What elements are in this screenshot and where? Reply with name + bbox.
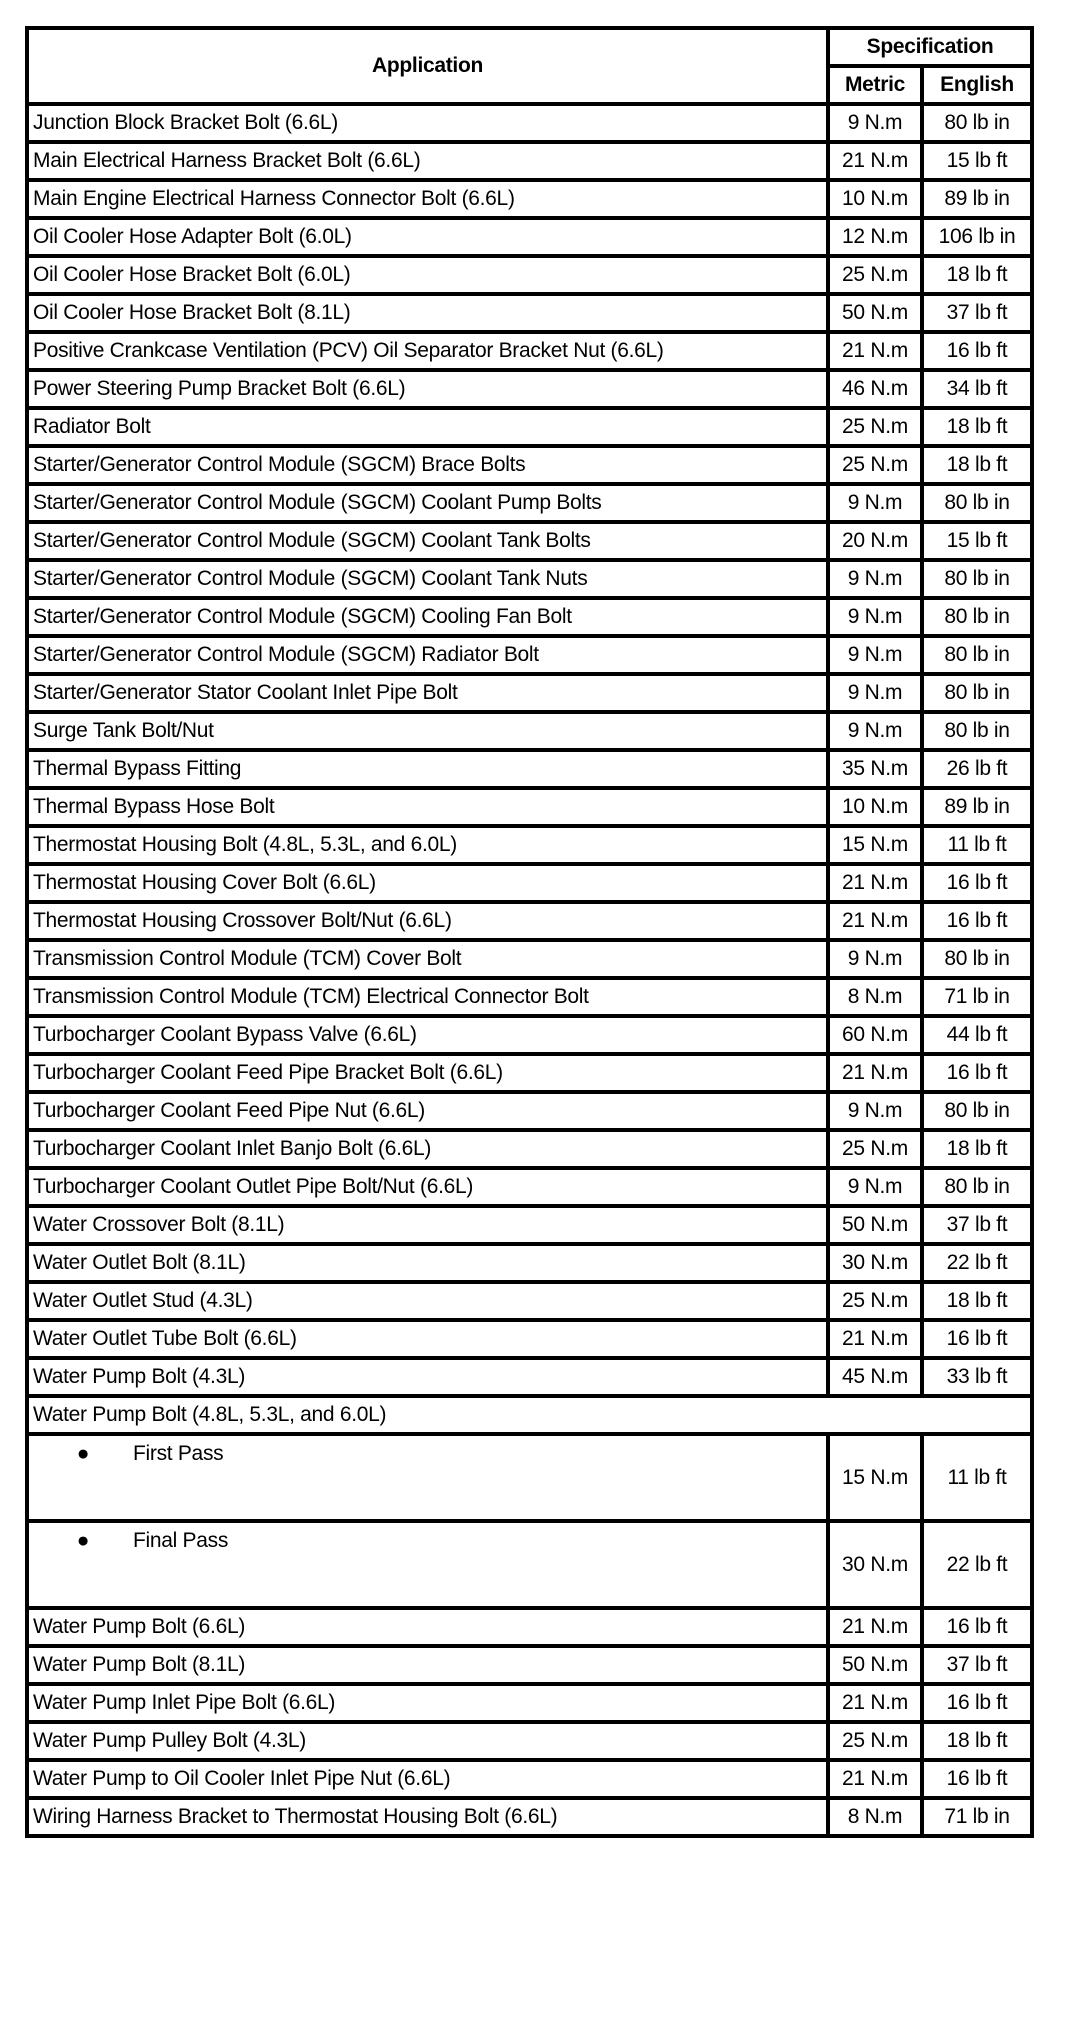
metric-cell: 21 N.m xyxy=(828,142,922,180)
metric-cell: 9 N.m xyxy=(828,940,922,978)
table-row xyxy=(27,1434,1032,1521)
table-row xyxy=(27,826,1032,864)
metric-cell: 21 N.m xyxy=(828,864,922,902)
application-cell: Junction Block Bracket Bolt (6.6L) xyxy=(27,104,828,142)
table-row xyxy=(27,1016,1032,1054)
sub-step-label: First Pass xyxy=(133,1442,224,1465)
english-cell: 80 lb in xyxy=(922,1092,1032,1130)
metric-cell: 20 N.m xyxy=(828,522,922,560)
english-cell: 80 lb in xyxy=(922,1168,1032,1206)
english-cell: 16 lb ft xyxy=(922,902,1032,940)
table-row xyxy=(27,1798,1032,1836)
table-row xyxy=(27,142,1032,180)
english-cell: 80 lb in xyxy=(922,104,1032,142)
english-cell: 11 lb ft xyxy=(922,1434,1032,1521)
metric-cell: 30 N.m xyxy=(828,1244,922,1282)
metric-cell: 45 N.m xyxy=(828,1358,922,1396)
application-cell: Positive Crankcase Ventilation (PCV) Oil Separator Bracket Nut (6.6L) xyxy=(27,332,828,370)
torque-specification-table xyxy=(25,26,1034,1838)
table-row xyxy=(27,1168,1032,1206)
application-cell: Water Pump Bolt (6.6L) xyxy=(27,1608,828,1646)
english-cell: 80 lb in xyxy=(922,560,1032,598)
metric-cell: 15 N.m xyxy=(828,1434,922,1521)
english-cell: 80 lb in xyxy=(922,598,1032,636)
table-row xyxy=(27,598,1032,636)
table-row xyxy=(27,902,1032,940)
metric-cell: 12 N.m xyxy=(828,218,922,256)
table-row xyxy=(27,1358,1032,1396)
application-cell: Water Pump Inlet Pipe Bolt (6.6L) xyxy=(27,1684,828,1722)
metric-cell: 21 N.m xyxy=(828,1760,922,1798)
application-cell: Starter/Generator Control Module (SGCM) Radiator Bolt xyxy=(27,636,828,674)
table-row xyxy=(27,940,1032,978)
application-cell: Wiring Harness Bracket to Thermostat Housing Bolt (6.6L) xyxy=(27,1798,828,1836)
metric-cell: 30 N.m xyxy=(828,1521,922,1608)
application-cell: Main Electrical Harness Bracket Bolt (6.6L) xyxy=(27,142,828,180)
application-cell xyxy=(27,1434,828,1521)
english-cell: 80 lb in xyxy=(922,674,1032,712)
header-specification: Specification xyxy=(828,28,1032,66)
metric-cell: 50 N.m xyxy=(828,1646,922,1684)
english-cell: 106 lb in xyxy=(922,218,1032,256)
bullet-icon: ● xyxy=(76,1442,90,1465)
english-cell: 37 lb ft xyxy=(922,294,1032,332)
table-row xyxy=(27,978,1032,1016)
table-row xyxy=(27,446,1032,484)
table-row xyxy=(27,180,1032,218)
english-cell: 80 lb in xyxy=(922,484,1032,522)
metric-cell: 9 N.m xyxy=(828,104,922,142)
table-row xyxy=(27,1130,1032,1168)
metric-cell: 9 N.m xyxy=(828,560,922,598)
header-english: English xyxy=(922,66,1032,104)
application-cell: Starter/Generator Stator Coolant Inlet Pipe Bolt xyxy=(27,674,828,712)
application-cell: Transmission Control Module (TCM) Electrical Connector Bolt xyxy=(27,978,828,1016)
table-row xyxy=(27,332,1032,370)
application-cell: Turbocharger Coolant Feed Pipe Nut (6.6L) xyxy=(27,1092,828,1130)
application-cell: Turbocharger Coolant Feed Pipe Bracket Bolt (6.6L) xyxy=(27,1054,828,1092)
english-cell: 44 lb ft xyxy=(922,1016,1032,1054)
table-row xyxy=(27,674,1032,712)
metric-cell: 21 N.m xyxy=(828,332,922,370)
english-cell: 18 lb ft xyxy=(922,1282,1032,1320)
header-application: Application xyxy=(27,28,828,104)
english-cell: 22 lb ft xyxy=(922,1521,1032,1608)
english-cell: 16 lb ft xyxy=(922,1608,1032,1646)
application-cell: Turbocharger Coolant Inlet Banjo Bolt (6.6L) xyxy=(27,1130,828,1168)
english-cell: 89 lb in xyxy=(922,180,1032,218)
metric-cell: 9 N.m xyxy=(828,1168,922,1206)
application-cell: Turbocharger Coolant Outlet Pipe Bolt/Nut (6.6L) xyxy=(27,1168,828,1206)
application-cell xyxy=(27,1521,828,1608)
english-cell: 34 lb ft xyxy=(922,370,1032,408)
english-cell: 22 lb ft xyxy=(922,1244,1032,1282)
application-cell: Water Outlet Stud (4.3L) xyxy=(27,1282,828,1320)
table-row xyxy=(27,1092,1032,1130)
english-cell: 16 lb ft xyxy=(922,864,1032,902)
table-row xyxy=(27,1244,1032,1282)
metric-cell: 10 N.m xyxy=(828,180,922,218)
english-cell: 16 lb ft xyxy=(922,1054,1032,1092)
table-row xyxy=(27,104,1032,142)
metric-cell: 15 N.m xyxy=(828,826,922,864)
table-row xyxy=(27,484,1032,522)
sub-step-label: Final Pass xyxy=(133,1529,229,1552)
application-cell: Water Outlet Bolt (8.1L) xyxy=(27,1244,828,1282)
metric-cell: 25 N.m xyxy=(828,446,922,484)
application-cell: Oil Cooler Hose Bracket Bolt (8.1L) xyxy=(27,294,828,332)
application-cell: Water Pump Bolt (4.8L, 5.3L, and 6.0L) xyxy=(27,1396,1032,1434)
application-cell: Starter/Generator Control Module (SGCM) Coolant Tank Nuts xyxy=(27,560,828,598)
application-cell: Starter/Generator Control Module (SGCM) Coolant Pump Bolts xyxy=(27,484,828,522)
application-cell: Water Pump Bolt (8.1L) xyxy=(27,1646,828,1684)
table-row xyxy=(27,1521,1032,1608)
metric-cell: 9 N.m xyxy=(828,674,922,712)
application-cell: Radiator Bolt xyxy=(27,408,828,446)
english-cell: 15 lb ft xyxy=(922,522,1032,560)
application-cell: Thermostat Housing Bolt (4.8L, 5.3L, and 6.0L) xyxy=(27,826,828,864)
english-cell: 16 lb ft xyxy=(922,1684,1032,1722)
metric-cell: 9 N.m xyxy=(828,484,922,522)
english-cell: 80 lb in xyxy=(922,712,1032,750)
table-row xyxy=(27,1320,1032,1358)
table-row xyxy=(27,1646,1032,1684)
metric-cell: 9 N.m xyxy=(828,712,922,750)
metric-cell: 8 N.m xyxy=(828,1798,922,1836)
application-cell: Surge Tank Bolt/Nut xyxy=(27,712,828,750)
table-row xyxy=(27,218,1032,256)
table-row xyxy=(27,1722,1032,1760)
metric-cell: 21 N.m xyxy=(828,1608,922,1646)
metric-cell: 50 N.m xyxy=(828,1206,922,1244)
english-cell: 16 lb ft xyxy=(922,1320,1032,1358)
table-row xyxy=(27,256,1032,294)
table-row xyxy=(27,522,1032,560)
application-cell: Starter/Generator Control Module (SGCM) Cooling Fan Bolt xyxy=(27,598,828,636)
metric-cell: 60 N.m xyxy=(828,1016,922,1054)
application-cell: Oil Cooler Hose Adapter Bolt (6.0L) xyxy=(27,218,828,256)
english-cell: 18 lb ft xyxy=(922,256,1032,294)
metric-cell: 25 N.m xyxy=(828,1282,922,1320)
table-row xyxy=(27,560,1032,598)
english-cell: 33 lb ft xyxy=(922,1358,1032,1396)
metric-cell: 21 N.m xyxy=(828,902,922,940)
table-row xyxy=(27,1396,1032,1434)
english-cell: 11 lb ft xyxy=(922,826,1032,864)
table-row xyxy=(27,750,1032,788)
english-cell: 37 lb ft xyxy=(922,1646,1032,1684)
english-cell: 80 lb in xyxy=(922,636,1032,674)
table-row xyxy=(27,1684,1032,1722)
metric-cell: 21 N.m xyxy=(828,1054,922,1092)
application-cell: Water Pump to Oil Cooler Inlet Pipe Nut (6.6L) xyxy=(27,1760,828,1798)
english-cell: 18 lb ft xyxy=(922,1130,1032,1168)
table-row xyxy=(27,1206,1032,1244)
application-cell: Starter/Generator Control Module (SGCM) Coolant Tank Bolts xyxy=(27,522,828,560)
metric-cell: 9 N.m xyxy=(828,636,922,674)
header-metric: Metric xyxy=(828,66,922,104)
english-cell: 80 lb in xyxy=(922,940,1032,978)
metric-cell: 35 N.m xyxy=(828,750,922,788)
english-cell: 16 lb ft xyxy=(922,332,1032,370)
english-cell: 71 lb in xyxy=(922,978,1032,1016)
metric-cell: 25 N.m xyxy=(828,408,922,446)
table-row xyxy=(27,1608,1032,1646)
english-cell: 16 lb ft xyxy=(922,1760,1032,1798)
application-cell: Transmission Control Module (TCM) Cover Bolt xyxy=(27,940,828,978)
table-row xyxy=(27,294,1032,332)
bullet-icon: ● xyxy=(76,1529,90,1552)
application-cell: Power Steering Pump Bracket Bolt (6.6L) xyxy=(27,370,828,408)
metric-cell: 9 N.m xyxy=(828,1092,922,1130)
english-cell: 71 lb in xyxy=(922,1798,1032,1836)
application-cell: Starter/Generator Control Module (SGCM) Brace Bolts xyxy=(27,446,828,484)
application-cell: Water Outlet Tube Bolt (6.6L) xyxy=(27,1320,828,1358)
metric-cell: 46 N.m xyxy=(828,370,922,408)
application-cell: Oil Cooler Hose Bracket Bolt (6.0L) xyxy=(27,256,828,294)
table-row xyxy=(27,636,1032,674)
english-cell: 89 lb in xyxy=(922,788,1032,826)
metric-cell: 25 N.m xyxy=(828,256,922,294)
metric-cell: 8 N.m xyxy=(828,978,922,1016)
english-cell: 15 lb ft xyxy=(922,142,1032,180)
table-row xyxy=(27,408,1032,446)
table-row xyxy=(27,712,1032,750)
application-cell: Thermal Bypass Fitting xyxy=(27,750,828,788)
application-cell: Thermostat Housing Cover Bolt (6.6L) xyxy=(27,864,828,902)
table-row xyxy=(27,864,1032,902)
application-cell: Thermal Bypass Hose Bolt xyxy=(27,788,828,826)
english-cell: 18 lb ft xyxy=(922,446,1032,484)
table-row xyxy=(27,370,1032,408)
application-cell: Turbocharger Coolant Bypass Valve (6.6L) xyxy=(27,1016,828,1054)
table-row xyxy=(27,1760,1032,1798)
metric-cell: 50 N.m xyxy=(828,294,922,332)
english-cell: 26 lb ft xyxy=(922,750,1032,788)
table-row xyxy=(27,1282,1032,1320)
english-cell: 37 lb ft xyxy=(922,1206,1032,1244)
metric-cell: 21 N.m xyxy=(828,1320,922,1358)
english-cell: 18 lb ft xyxy=(922,408,1032,446)
table-row xyxy=(27,1054,1032,1092)
application-cell: Water Pump Pulley Bolt (4.3L) xyxy=(27,1722,828,1760)
metric-cell: 9 N.m xyxy=(828,598,922,636)
application-cell: Thermostat Housing Crossover Bolt/Nut (6.6L) xyxy=(27,902,828,940)
english-cell: 18 lb ft xyxy=(922,1722,1032,1760)
application-cell: Main Engine Electrical Harness Connector Bolt (6.6L) xyxy=(27,180,828,218)
table-row xyxy=(27,788,1032,826)
application-cell: Water Pump Bolt (4.3L) xyxy=(27,1358,828,1396)
metric-cell: 25 N.m xyxy=(828,1130,922,1168)
application-cell: Water Crossover Bolt (8.1L) xyxy=(27,1206,828,1244)
metric-cell: 10 N.m xyxy=(828,788,922,826)
metric-cell: 21 N.m xyxy=(828,1684,922,1722)
metric-cell: 25 N.m xyxy=(828,1722,922,1760)
